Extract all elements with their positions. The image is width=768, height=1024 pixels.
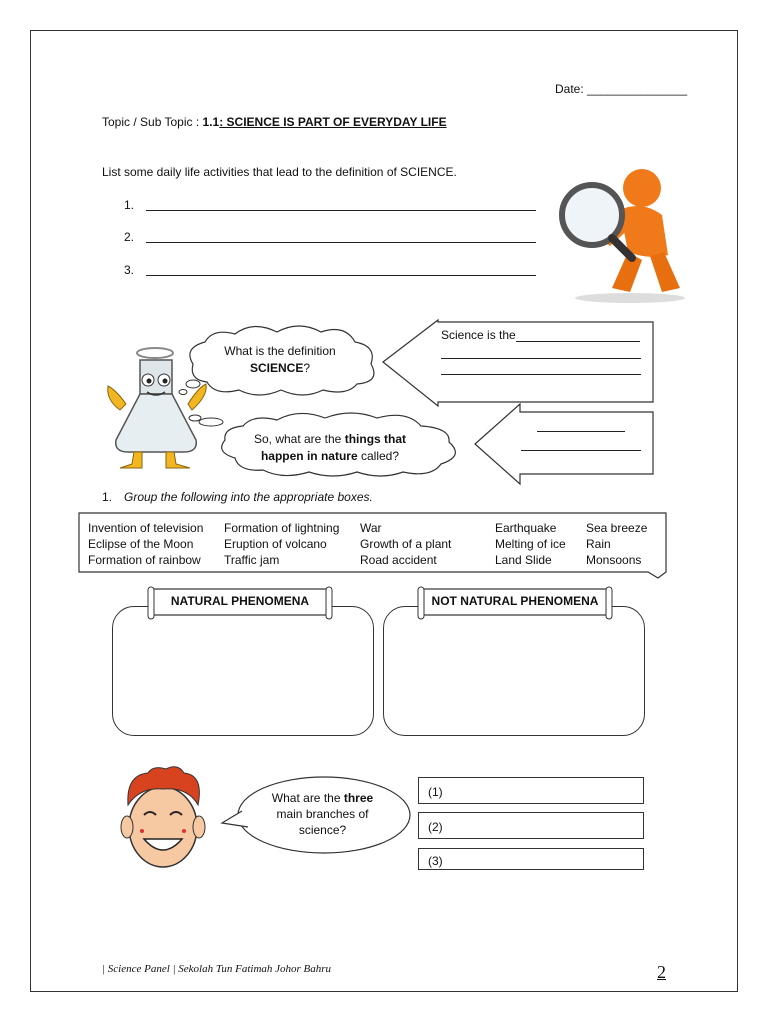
items-column-2 [224, 520, 339, 568]
item-eruption-of-volcano[interactable]: Eruption of volcano [224, 537, 327, 551]
branches-question-line2: main branches of [276, 807, 369, 821]
date-field [555, 82, 687, 96]
branch-answer-box-2[interactable] [418, 812, 644, 839]
branch-answer-label-2: (2) [428, 820, 443, 834]
item-sea-breeze[interactable]: Sea breeze [586, 521, 648, 535]
topic-prefix: Topic / Sub Topic : [102, 115, 200, 129]
boy-face-illustration [118, 765, 208, 877]
branches-question-line3: science? [298, 823, 347, 837]
branches-question-bold: three [343, 791, 374, 805]
branch-answer-label-1: (1) [428, 785, 443, 799]
items-column-3 [360, 520, 451, 568]
topic-title: : SCIENCE IS PART OF EVERYDAY LIFE [219, 115, 447, 129]
nature-question-prefix: So, what are the [253, 432, 342, 446]
footer-text: | Science Panel | Sekolah Tun Fatimah Johor Bahru [102, 963, 332, 975]
answer-line-2[interactable] [146, 242, 536, 243]
branches-question [255, 790, 390, 838]
item-eclipse-of-the-moon[interactable]: Eclipse of the Moon [88, 537, 194, 551]
item-land-slide[interactable]: Land Slide [495, 553, 552, 567]
item-road-accident[interactable]: Road accident [360, 553, 437, 567]
branch-answer-label-3: (3) [428, 854, 443, 868]
nature-question-bold1: things that [344, 432, 407, 446]
definition-question-end: ? [303, 361, 311, 375]
item-invention-of-television[interactable]: Invention of television [88, 521, 204, 535]
definition-line-3[interactable] [441, 374, 641, 375]
branch-answer-box-3[interactable] [418, 848, 644, 870]
item-growth-of-a-plant[interactable]: Growth of a plant [360, 537, 452, 551]
definition-question-bold: SCIENCE [249, 361, 304, 375]
item-melting-of-ice[interactable]: Melting of ice [495, 537, 566, 551]
topic-line [102, 115, 447, 129]
nature-arrow-box [472, 402, 658, 488]
not-natural-phenomena-answer-box[interactable] [383, 606, 645, 736]
nature-answer-line-2[interactable] [521, 450, 641, 451]
date-blank: _______________ [587, 82, 688, 96]
item-formation-of-lightning[interactable]: Formation of lightning [224, 521, 340, 535]
nature-answer-line-1[interactable] [537, 431, 625, 432]
answer-line-1[interactable] [146, 210, 536, 211]
definition-line-2[interactable] [441, 358, 641, 359]
science-is-the-prompt: Science is the [441, 328, 516, 342]
definition-question-line1: What is the definition [224, 344, 336, 358]
definition-arrow-box [380, 318, 658, 410]
items-column-5 [586, 520, 647, 568]
topic-number: 1.1 [202, 115, 220, 129]
item-formation-of-rainbow[interactable]: Formation of rainbow [88, 553, 201, 567]
list-number-3: 3. [124, 263, 135, 277]
item-rain[interactable]: Rain [586, 537, 611, 551]
natural-phenomena-label: NATURAL PHENOMENA [170, 594, 310, 608]
branch-answer-box-1[interactable] [418, 777, 644, 804]
branches-question-prefix: What are the [271, 791, 341, 805]
item-traffic-jam[interactable]: Traffic jam [224, 553, 280, 567]
list-number-2: 2. [124, 230, 135, 244]
list-number-1: 1. [124, 198, 135, 212]
items-column-1 [88, 520, 203, 568]
definition-line-1[interactable] [516, 341, 640, 342]
magnifier-figure-illustration [550, 160, 695, 305]
item-war[interactable]: War [360, 521, 382, 535]
nature-question [240, 431, 420, 465]
answer-line-3[interactable] [146, 275, 536, 276]
item-monsoons[interactable]: Monsoons [586, 553, 642, 567]
page-number: 2 [657, 962, 666, 982]
natural-phenomena-answer-box[interactable] [112, 606, 374, 736]
definition-question [205, 343, 355, 377]
not-natural-phenomena-label: NOT NATURAL PHENOMENA [431, 594, 599, 608]
nature-question-end: called? [361, 449, 400, 463]
group-number: 1. [102, 490, 113, 504]
date-label: Date: [555, 82, 584, 96]
item-earthquake[interactable]: Earthquake [495, 521, 557, 535]
group-instruction: Group the following into the appropriate boxes. [124, 490, 373, 504]
items-column-4 [495, 520, 566, 568]
nature-question-bold2: happen in nature [260, 449, 358, 463]
list-instruction: List some daily life activities that lead to the definition of SCIENCE. [102, 165, 457, 179]
